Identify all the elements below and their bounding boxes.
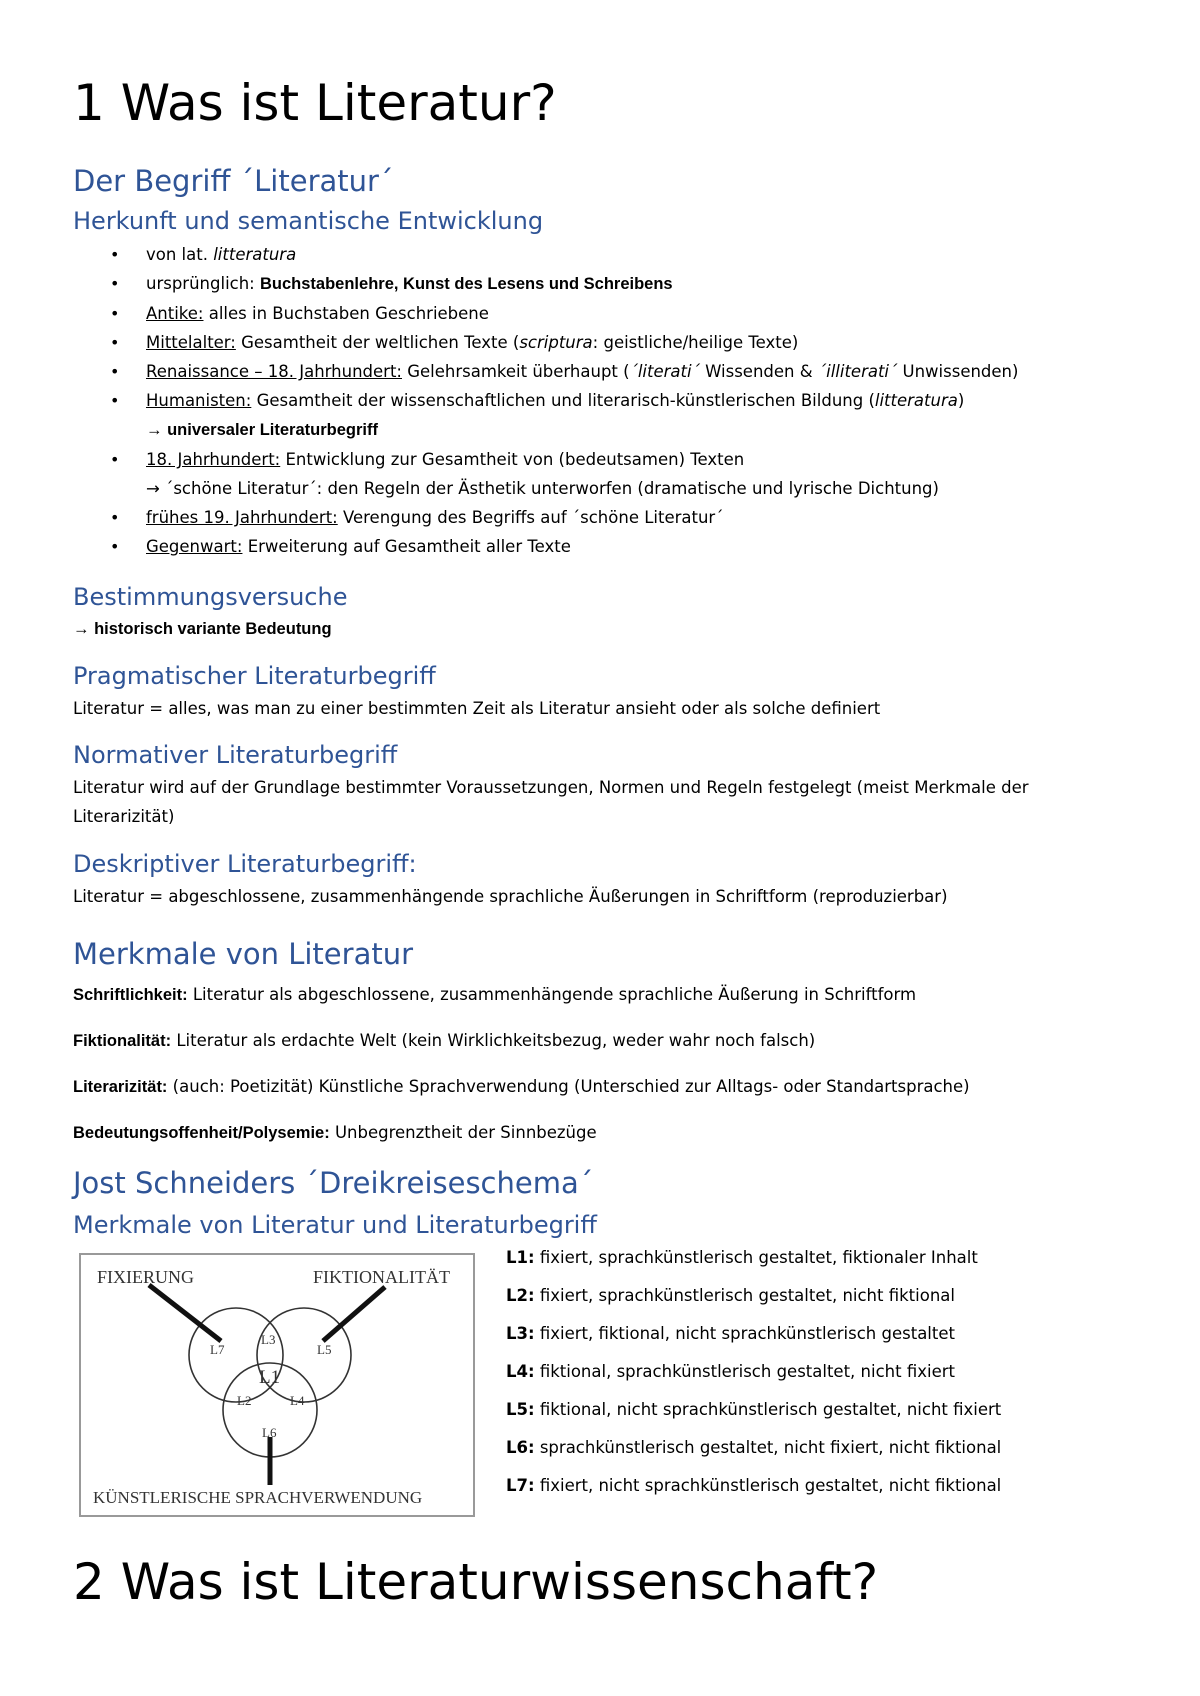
- pointer-fiktionalitaet: [323, 1287, 385, 1341]
- merkmal-polysemie: Bedeutungsoffenheit/Polysemie: Unbegrenztheit der Sinnbezüge: [73, 1123, 597, 1142]
- history-list: [73, 240, 1133, 561]
- legend-item: L7: fixiert, nicht sprachkünstlerisch gestaltet, nicht fiktional: [506, 1476, 1002, 1495]
- label-l6: L6: [262, 1425, 277, 1440]
- venn-legend: [506, 1239, 1001, 1505]
- label-l3: L3: [261, 1332, 276, 1347]
- bestimmungsversuche-text: → historisch variante Bedeutung: [73, 620, 332, 638]
- list-item: • Renaissance – 18. Jahrhundert: Gelehrsamkeit überhaupt (´literati´ Wissenden & ´illiterati´ Unwissenden): [73, 357, 1133, 386]
- heading-merkmale: Merkmale von Literatur: [73, 937, 414, 971]
- normativ-text-2: Literarizität): [73, 807, 175, 826]
- heading-pragmatisch: Pragmatischer Literaturbegriff: [73, 662, 436, 690]
- heading-bestimmungsversuche: Bestimmungsversuche: [73, 583, 348, 611]
- pointer-fixierung: [149, 1285, 221, 1341]
- list-item: • ursprünglich: Buchstabenlehre, Kunst des Lesens und Schreibens: [73, 269, 1133, 299]
- list-item: • Gegenwart: Erweiterung auf Gesamtheit aller Texte: [73, 532, 1133, 561]
- label-kuenstlerisch: KÜNSTLERISCHE SPRACHVERWENDUNG: [93, 1488, 423, 1507]
- deskriptiv-text: Literatur = abgeschlossene, zusammenhängende sprachliche Äußerungen in Schriftform (reproduzierbar): [73, 887, 948, 906]
- heading-begriff: Der Begriff ´Literatur´: [73, 164, 394, 198]
- legend-item: L4: fiktional, sprachkünstlerisch gestaltet, nicht fixiert: [506, 1362, 955, 1381]
- heading-herkunft: Herkunft und semantische Entwicklung: [73, 207, 544, 235]
- label-fiktionalitaet: FIKTIONALITÄT: [313, 1267, 450, 1287]
- list-item: • Humanisten: Gesamtheit der wissenschaftlichen und literarisch-künstlerischen Bildung (litteratura) → universaler Literaturbegriff: [73, 386, 1133, 445]
- label-fixierung: FIXIERUNG: [97, 1267, 194, 1287]
- heading-merkmale-literaturbegriff: Merkmale von Literatur und Literaturbegriff: [73, 1211, 597, 1239]
- list-item: • Mittelalter: Gesamtheit der weltlichen Texte (scriptura: geistliche/heilige Texte): [73, 328, 1133, 357]
- label-l7: L7: [210, 1342, 225, 1357]
- legend-item: L2: fixiert, sprachkünstlerisch gestaltet, nicht fiktional: [506, 1286, 955, 1305]
- heading-dreikreiseschema: Jost Schneiders ´Dreikreiseschema´: [73, 1166, 594, 1200]
- label-l1: L1: [259, 1367, 281, 1388]
- heading-normativ: Normativer Literaturbegriff: [73, 741, 398, 769]
- label-l4: L4: [290, 1393, 305, 1408]
- legend-item: L5: fiktional, nicht sprachkünstlerisch gestaltet, nicht fixiert: [506, 1400, 1002, 1419]
- label-l2: L2: [237, 1393, 252, 1408]
- chapter-title-1: 1 Was ist Literatur?: [73, 74, 557, 132]
- label-l5: L5: [317, 1342, 332, 1357]
- list-item: • von lat. litteratura: [73, 240, 1133, 269]
- legend-item: L6: sprachkünstlerisch gestaltet, nicht fixiert, nicht fiktional: [506, 1438, 1002, 1457]
- merkmal-fiktionalitaet: Fiktionalität: Literatur als erdachte Welt (kein Wirklichkeitsbezug, weder wahr noch falsch): [73, 1031, 816, 1050]
- list-item: • Antike: alles in Buchstaben Geschriebene: [73, 299, 1133, 328]
- merkmal-schriftlichkeit: Schriftlichkeit: Literatur als abgeschlossene, zusammenhängende sprachliche Äußerung in Schriftform: [73, 985, 917, 1004]
- heading-deskriptiv: Deskriptiver Literaturbegriff:: [73, 850, 417, 878]
- list-item: • frühes 19. Jahrhundert: Verengung des Begriffs auf ´schöne Literatur´: [73, 503, 1133, 532]
- chapter-title-2: 2 Was ist Literaturwissenschaft?: [73, 1553, 879, 1611]
- legend-item: L3: fixiert, fiktional, nicht sprachkünstlerisch gestaltet: [506, 1324, 955, 1343]
- normativ-text-1: Literatur wird auf der Grundlage bestimmter Voraussetzungen, Normen und Regeln festgelegt (meist Merkmale der: [73, 778, 1029, 797]
- merkmal-literarizitaet: Literarizität: (auch: Poetizität) Künstliche Sprachverwendung (Unterschied zur Alltags- oder Standartsprache): [73, 1077, 970, 1096]
- list-item: • 18. Jahrhundert: Entwicklung zur Gesamtheit von (bedeutsamen) Texten → ´schöne Literatur´: den Regeln der Ästhetik unterworfen (dramatische und lyrische Dichtung): [73, 445, 1133, 503]
- pragmatisch-text: Literatur = alles, was man zu einer bestimmten Zeit als Literatur ansieht oder als solche definiert: [73, 699, 881, 718]
- venn-diagram: [79, 1253, 475, 1517]
- legend-item: L1: fixiert, sprachkünstlerisch gestaltet, fiktionaler Inhalt: [506, 1248, 978, 1267]
